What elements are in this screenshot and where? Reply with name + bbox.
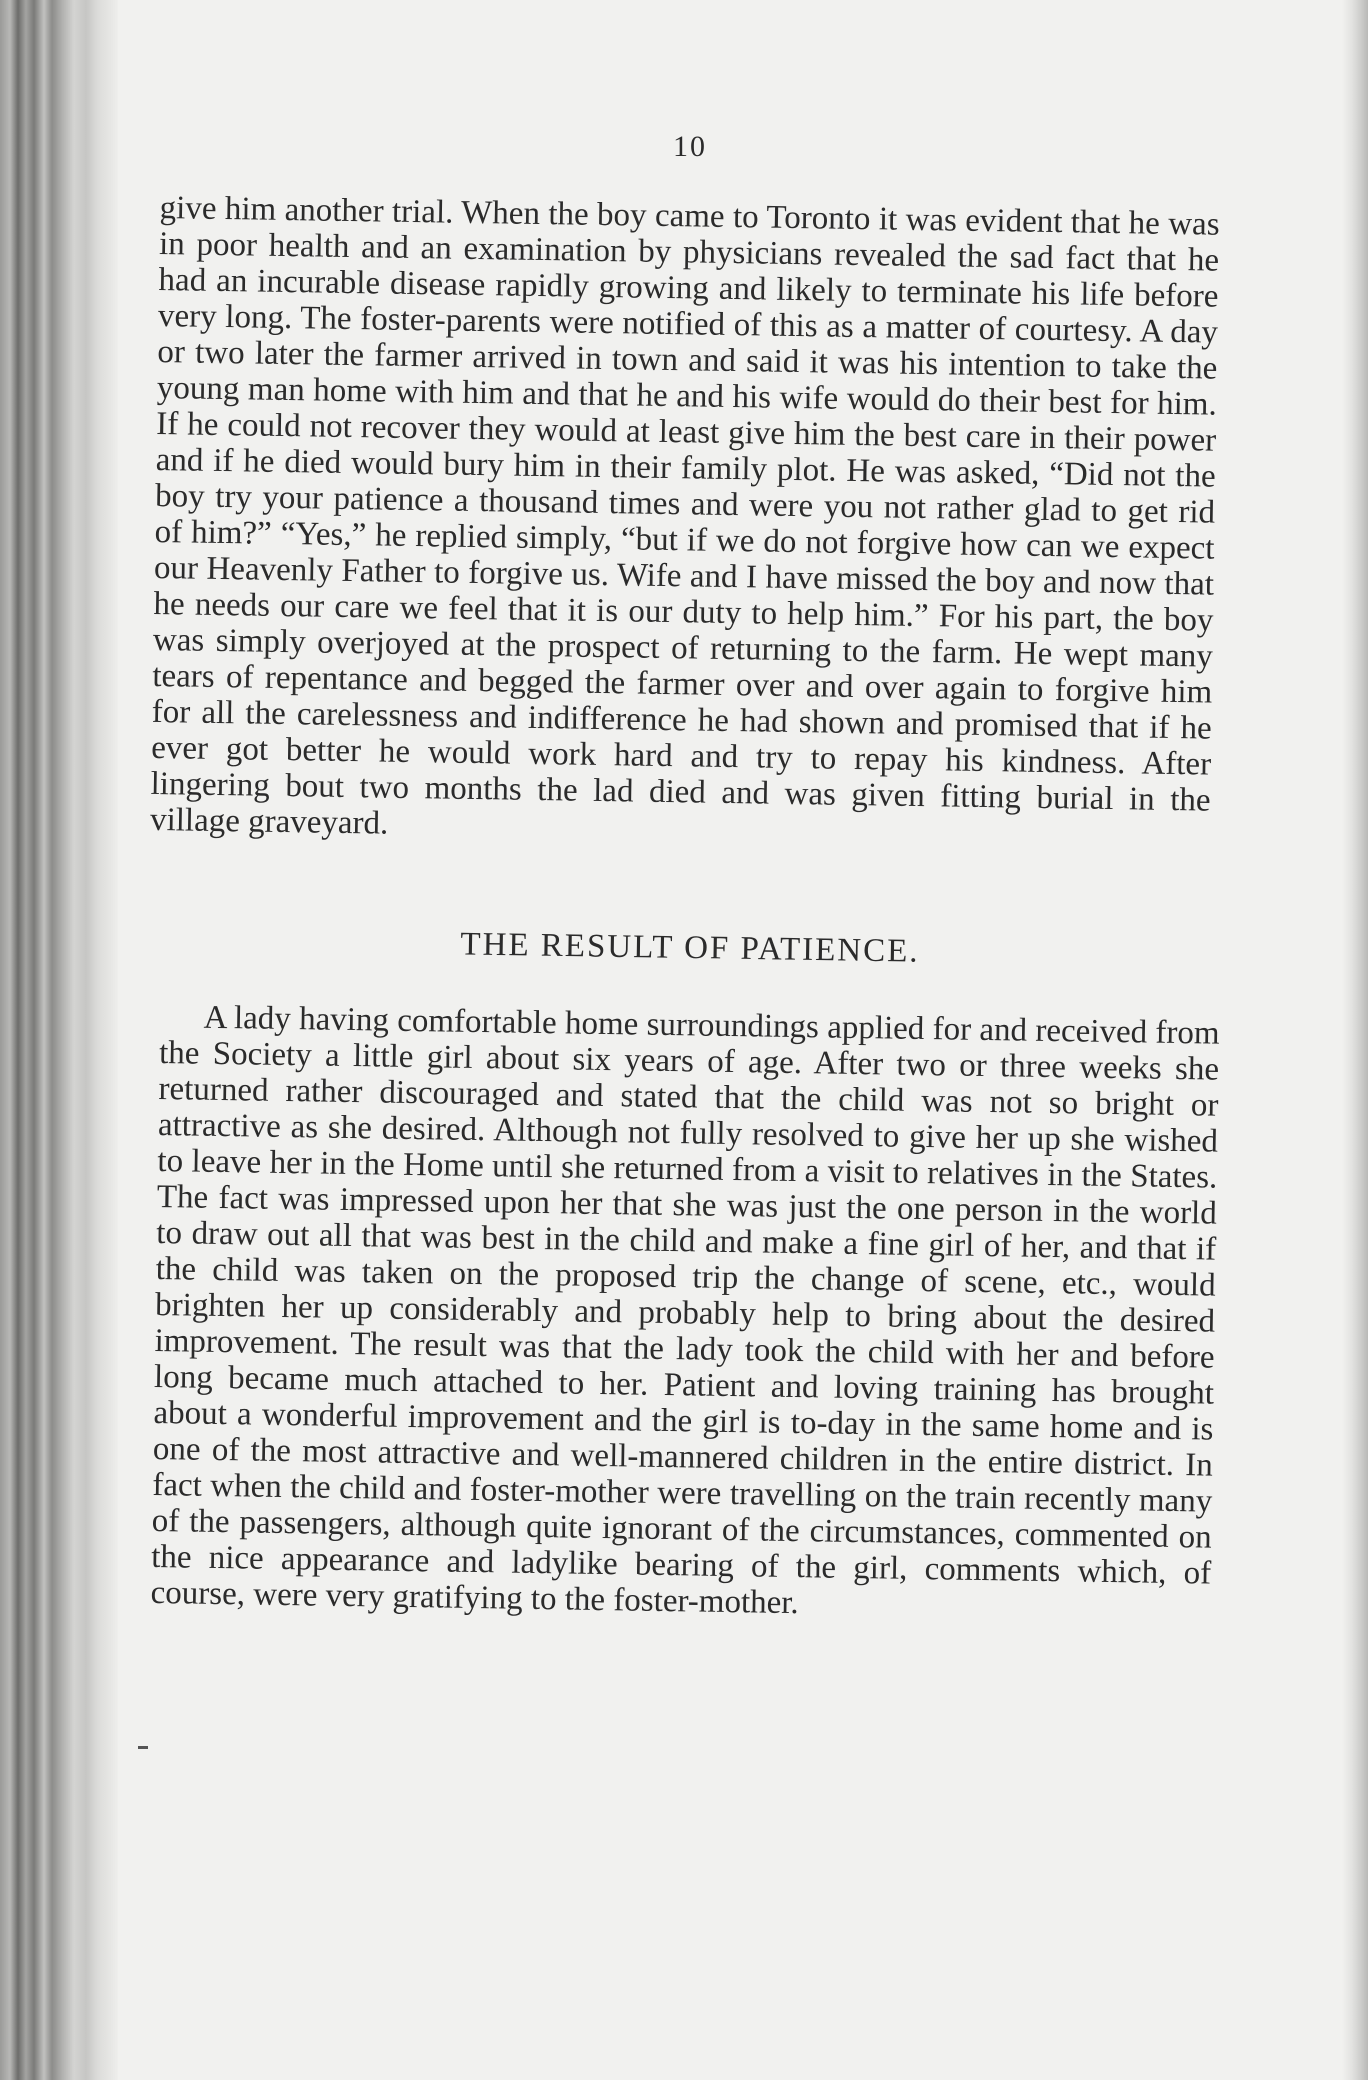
page-number: 10 — [673, 130, 707, 163]
section-paragraph: A lady having comfortable home surroundings applied for and received from the Society a little girl about six years of age. After two or three weeks she returned rather discouraged and stated that the child was not so bright or attractive as she desired. Although not fully resolved to give her up she wished to leave her in the Home until she returned from a visit to relatives in the States. The fact was impressed upon her that she was just the one person in the world to draw out all that was best in the child and make a fine girl of her, and that if the child was taken on the proposed trip the change of scene, etc., would brighten her up considerably and probably help to bring about the desired improvement. The result was that the lady took the child with her and before long became much attached to her. Patient and loving training has brought about a wonderful improvement and the girl is to-day in the same home and is one of the most attractive and well-mannered children in the entire district. In fact when the child and foster-mother were travelling on the train recently many of the passengers, although quite ignorant of the circumstances, commented on the nice appearance and ladylike bearing of the girl, comments which, of course, were very gratifying to the foster-mother. — [150, 999, 1220, 1622]
stray-mark — [138, 1746, 148, 1749]
continued-paragraph: give him another trial. When the boy came to Toronto it was evident that he was in poor health and an examination by physicians revealed the sad fact that he had an incurable disease rapidly growing and likely to terminate his life before very long. The foster-parents were notified of this as a matter of courtesy. A day or two later the farmer arrived in town and said it was his intention to take the young man home with him and that he and his wife would do their best for him. If he could not recover they would at least give him the best care in their power and if he died would bury him in their family plot. He was asked, “Did not the boy try your patience a thousand times and were you not rather glad to get rid of him?” “Yes,” he replied simply, “but if we do not forgive how can we expect our Heavenly Father to forgive us. Wife and I have missed the boy and now that he needs our care we feel that it is our duty to help him.” For his part, the boy was simply overjoyed at the prospect of returning to the farm. He wept many tears of repentance and begged the farmer over and over again to forgive him for all the carelessness and indifference he had shown and promised that if he ever got better he would work hard and try to repay his kindness. After lingering bout two months the lad died and was given fitting burial in the village graveyard. — [149, 190, 1220, 842]
page-content — [149, 130, 1220, 1622]
section-heading: THE RESULT OF PATIENCE. — [460, 926, 920, 970]
book-binding-edge — [0, 0, 118, 2080]
page-right-edge — [1342, 0, 1368, 2080]
